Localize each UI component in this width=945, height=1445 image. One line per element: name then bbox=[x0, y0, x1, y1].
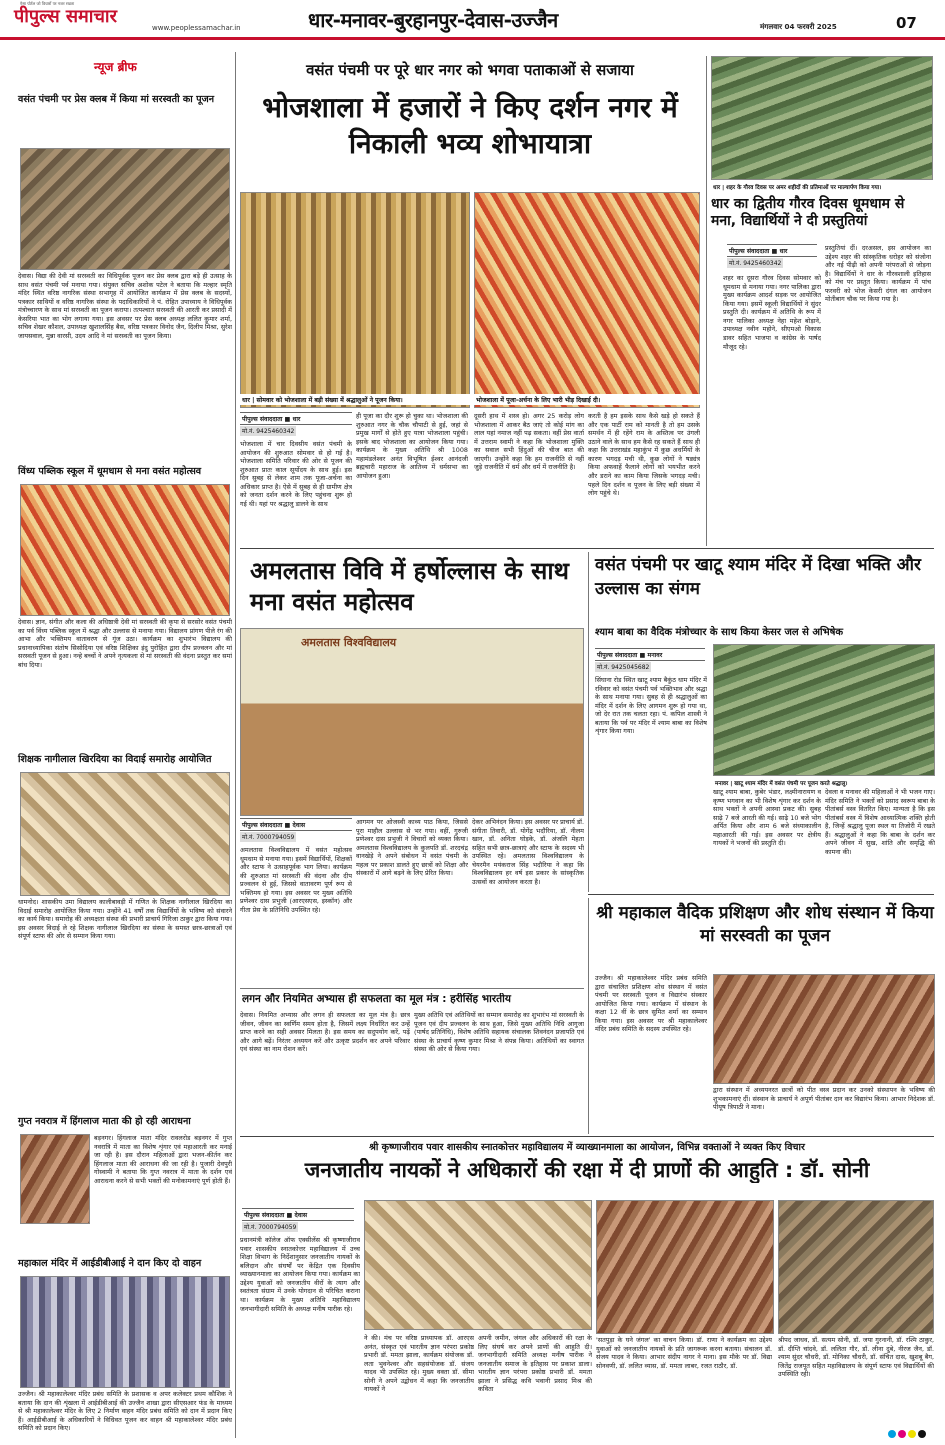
mahakal-headline: श्री महाकाल वैदिक प्रशिक्षण और शोध संस्थान में किया मां सरस्वती का पूजन bbox=[596, 903, 934, 947]
soni-col-2: ने की। मंच पर वरिष्ठ प्राध्यापक डॉ. आरएस अनंत, संस्कृत एवं भारतीय ज्ञान परंपरा प्रकोष्ठ प्रभारी डॉ. ममता झाला, कार्यक्रम संयोजक डॉ. लता भुवनेश्वर और सहसंयोजक डॉ. संजय यादव भी उपस्थित रहे। मुख्य वक्ता डॉ. सीमा सोनी ने अपने उद्बोधन में कहा कि जनजातीय नायकों ने bbox=[364, 1334, 474, 1394]
gaurav-story bbox=[706, 56, 934, 546]
registration-mark-magenta bbox=[898, 1430, 906, 1438]
khatu-col-1: सिंघाना रोड स्थित खाटू श्याम बैकुंठ धाम मंदिर में रविवार को वसंत पंचमी पर्व भक्तिभाव और श्रद्धा के साथ मनाया गया। सुबह से ही श्रद्धालुओं का मंदिर में दर्शन के लिए आगमन शुरू हो गया था, जो देर रात तक चलता रहा। पं. कपिल शास्त्री ने बताया कि पर्व पर मंदिर में श्याम बाबा का विशेष शृंगार किया गया। bbox=[595, 676, 707, 736]
harisingh-col-2: मुख्य अतिथि एवं अतिथियों का सम्मान समारोह का शुभारंभ मां सरस्वती के पूजन एवं दीप प्रज्वलन के साथ हुआ, जिसे मुख्य अतिथि निधि आगुजा (पार्षद प्रतिनिधि), विशेष अतिथि सहायक संचालक शिवनंदन प्रजापति एवं संस्था के प्राचार्य कृष्ण कुमार मिश्रा ने संपन्न किया। अतिथियों का स्वागत संस्था की ओर से किया गया। bbox=[414, 1011, 584, 1054]
sidebar-photo-3 bbox=[20, 772, 230, 896]
lead-col-2: ही पूजा का दौर शुरू हो चुका था। भोजशाला की शुरुआत नगर के चौक चौपाटी से हुई, जहां से प्रमुख मार्गों से होते हुए यात्रा भोजशाला पहुंची। इसके बाद भोजशाला का आयोजन किया गया। कार्यक्रम के मुख्य अतिथि श्री 1008 महामंडलेश्वर अनंत विभूषित ईश्वर आनंदजी ब्रह्मचारी महाराज के आतिथ्य में धर्मसभा का आयोजन हुआ। bbox=[356, 412, 468, 481]
soni-photo-3 bbox=[778, 1200, 934, 1334]
gaurav-col-1: शहर का दूसरा गौरव दिवस सोमवार को धूमधाम से मनाया गया। नगर पालिका द्वारा मुख्य कार्यक्रम आदर्श सड़क पर आयोजित किया गया। इसमें स्कूली विद्यार्थियों ने सुंदर प्रस्तुति दी। कार्यक्रम में अतिथि के रूप में नगर पालिका अध्यक्ष नेहा महेश बोड़ाने, उपाध्यक्ष नवीन महोने, सीएमओ विकास डावर सहित भाजपा व कांग्रेस के पार्षद मौजूद रहे। bbox=[723, 274, 821, 351]
amaltas-photo bbox=[240, 628, 584, 816]
sidebar-headline-5: महाकाल मंदिर में आईडीबीआई ने दान किए दो वाहन bbox=[18, 1258, 202, 1269]
news-brief-label: न्यूज ब्रीफ bbox=[94, 60, 137, 74]
sidebar-body-2: देवास। ज्ञान, संगीत और कला की अधिष्ठात्री देवी मां सरस्वती की कृपा से सरसोर वसंत पंचमी का पर्व विंध्य पब्लिक स्कूल में श्रद्धा और उल्लास से मनाया गया। विद्यालय प्रांगण पीले रंग की आभा और भक्तिमय वातावरण से गूंज उठा। कार्यक्रम का शुभारंभ विद्यालय की प्रधानाध्यापिका संतोष सिसोदिया एवं वरिष्ठ शिक्षिका इंदु पुरोहित द्वारा दीप प्रज्वलन और मां सरस्वती पूजन से हुआ। नन्हे बच्चों ने अपने नृत्यकला से मां सरस्वती की वंदना प्रस्तुत कर समां बांध दिया। bbox=[18, 618, 232, 669]
sidebar-body-4: बड़नगर। हिंगलाज माता मंदिर रावलरोड बड़नगर में गुप्त नवरात्रि में माता का विशेष शृंगार एवं महाआरती कर मनाई जा रही है। इस दौरान महिलाओं द्वारा भजन-कीर्तन कर हिंगलाज माता की आराधना की जा रही है। पुजारी देवपुरी गोस्वामी ने बताया कि गुप्त नवरात्र में माता के दर्शन एवं आराधना करने से सभी भक्तों की मनोकामनाएं पूर्ण होती हैं। bbox=[94, 1134, 232, 1185]
lead-photo-2-caption: भोजशाला में पूजा-अर्चना के लिए भारी भीड़ दिखाई दी। bbox=[474, 394, 700, 405]
khatu-subhead: श्याम बाबा का वैदिक मंत्रोच्चार के साथ किया केसर जल से अभिषेक bbox=[595, 627, 844, 638]
sidebar-headline-3: शिक्षक नागीलाल खिरदिया का विदाई समारोह आयोजित bbox=[18, 754, 212, 765]
gaurav-mobile: मो.नं. 9425460342 bbox=[729, 260, 782, 267]
gaurav-col-2: प्रस्तुतियां दीं। दरअसल, इस आयोजन का उद्देश्य शहर की सांस्कृतिक धरोहर को संजोना और नई पीढ़ी को अपनी परंपराओं से जोड़ना है। विद्यार्थियों ने धार के गौरवशाली इतिहास को मंच पर प्रस्तुत किया। कार्यक्रम में पांच फरवरी को भोज केसरी दंगल का आयोजन मोतीबाग चौक पर किया गया है। bbox=[825, 244, 931, 304]
gaurav-headline: धार का द्वितीय गौरव दिवस धूमधाम से मना, विद्यार्थियों ने दी प्रस्तुतियां bbox=[711, 196, 905, 229]
registration-mark-cyan bbox=[888, 1430, 896, 1438]
amaltas-col-3: देकर अभिनंदन किया। इस अवसर पर प्राचार्य डॉ. संगीता तिवारी, डॉ. योगेंद्र भदौरिया, डॉ. नीलम खान, डॉ. अनिता घोड़के, डॉ. अंजलि मेहता सहित सभी छात्र-छात्राएं और स्टाफ के सदस्य भी उपस्थित रहे। अमलतास विश्वविद्यालय के चेयरमैन मयंकराज सिंह भदौरिया ने कहा कि विश्वविद्यालय हर वर्ष इस प्रकार के सांस्कृतिक उत्सवों का आयोजन करता है। bbox=[472, 818, 584, 887]
soni-photo-1 bbox=[364, 1200, 592, 1330]
soni-mobile: मो.नं. 7000794059 bbox=[244, 1224, 297, 1231]
mahakal-photo bbox=[713, 974, 935, 1084]
lead-col-3: दूसरी हाथ में शस्त्र हो। अगर 25 करोड़ लोग भोजशाला में आकर बैठ जाएं तो कोई मांग का लाल यहां नमाज नहीं पढ़ सकता। वहीं प्रेस वार्ता में उत्तराम स्वामी ने कहा कि भोजशाला मुक्ति का सवाल सभी हिंदुओं की चीज बात की जाएगी। उन्होंने कहा कि हम राजनीति से नहीं जुड़े राजनीति में धर्म और धर्म में राजनीति है। bbox=[474, 412, 584, 472]
amaltas-story bbox=[240, 552, 584, 986]
masthead bbox=[0, 0, 945, 40]
sidebar-photo-5 bbox=[20, 1276, 230, 1388]
sidebar-photo-2 bbox=[20, 484, 230, 616]
masthead-website[interactable]: www.peoplessamachar.in bbox=[152, 24, 241, 32]
sidebar-body-5: उज्जैन। श्री महाकालेश्वर मंदिर प्रबंध समिति के प्रशासक व अपर कलेक्टर प्रथम कौशिक ने बताया कि दान की शृंखला में आईडीबीआई की उज्जैन शाखा द्वारा सीएसआर फंड के माध्यम से श्री महाकालेश्वर मंदिर के लिए 2 निर्माण वाहन मंदिर प्रबंध समिति को दान में प्रदान किए हैं। आईडीबीआई के अधिकारियों ने विधिवत पूजन कर वाहन श्री महाकालेश्वर मंदिर प्रबंध समिति को प्रदान किए। bbox=[18, 1390, 232, 1433]
lead-col-4: करती है हम इसके साथ कैसे खड़े हो सकते हैं और एक पार्टी राम को मानती है तो हम उसके समर्थन में ही रहेंगे राम के अस्तित्व पर उंगली उठाने वाले के साथ हम कैसे रह सकते हैं साथ ही कहा कि उत्तराखंड महाकुंभ में कुछ अधर्मियों के कारण भगदड़ मची थी, कुछ लोगों ने षड्यंत्र किया अफवाहें फैलाने लोगों को भयभीत करने और डराने का काम किया जिसके भगदड़ मची। पहले दिन दर्शन व पूजन के लिए बड़ी संख्या में लोग पहुंचे थे। bbox=[588, 412, 700, 498]
amaltas-col-2: आगमन पर ओजस्वी काव्य पाठ किया, जिससे पूरा माहौल उल्लास से भर गया। वहीं, गुरुजी प्रणेश्वर दास प्रभुजी ने विचारों को व्यक्त किया। अमलतास विश्वविद्यालय के कुलपति डॉ. शरदचंद्र वानखेड़े ने अपने संबोधन में वसंत पंचमी के महत्व पर प्रकाश डालते हुए छात्रों को शिक्षा और संस्कारों में आगे बढ़ने के लिए प्रेरित किया। bbox=[356, 818, 468, 878]
lead-headline: भोजशाला में हजारों ने किए दर्शन नगर में निकाली भव्य शोभायात्रा bbox=[262, 91, 678, 160]
khatu-photo bbox=[713, 644, 935, 776]
harisingh-headline: लगन और नियमित अभ्यास ही सफलता का मूल मंत्र : हरीसिंह भारतीय bbox=[242, 993, 511, 1005]
masthead-tagline: ऐसा पोर्टल जो विचारों पर नजर रखता bbox=[20, 1, 75, 6]
page-number: 07 bbox=[896, 14, 917, 32]
harisingh-col-1: देवास। नियमित अभ्यास और लगन ही सफलता का मूल मंत्र है। छात्र जीवन, जीवन का स्वर्णिम समय होता है, जिसमें लक्ष्य निर्धारित कर उन्हें प्राप्त करने का सही अवसर मिलता है। इस समय का सदुपयोग करें, पढ़ें और आगे बढ़ें। निरंतर अध्ययन करें और उत्कृष्ट प्रदर्शन कर अपने परिवार एवं संस्था का नाम रोशन करें। bbox=[240, 1011, 410, 1054]
amaltas-headline: अमलतास विवि में हर्षोल्लास के साथ मना वसंत महोत्सव bbox=[250, 557, 569, 617]
lead-col-1: भोजशाला में चार दिवसीय वसंत पंचमी के आयोजन की शुरुआत सोमवार से हो गई है। भोजशाला समिति परिवार की ओर से पूजन की शुरुआत प्रातः काल सूर्योदय के साथ हुई। इस दिन सुबह से लेकर शाम तक पूजा-अर्चना का अधिकार प्राप्त है। ऐसे में सुबह से ही ग्रामीण क्षेत्र को जनता दर्शन करने के लिए पहुंचना शुरू हो गई थी। यहां पर श्रद्धालु डालने के साथ bbox=[240, 440, 352, 509]
gaurav-photo bbox=[711, 56, 933, 180]
sidebar-body-1: देवास। विद्या की देवी मां सरस्वती का विधिपूर्वक पूजन कर प्रेस क्लब द्वारा बड़े ही उत्साह के साथ वसंत पंचमी पर्व मनाया गया। संयुक्त सचिव अशोक पटेल ने बताया कि मल्हार स्मृति मंदिर स्थित वरिष्ठ नागरिक संस्था सभागृह में आयोजित कार्यक्रम में प्रेस क्लब के सदस्यों, पत्रकार साथियों व वरिष्ठ नागरिक संस्था के पदाधिकारियों ने पं. रोहित उपाध्याय ने विधिपूर्वक मंत्रोच्चारण के साथ मां सरस्वती का पूजन कराया। तत्पश्चात सरस्वती की आरती कर प्रसादी में केसरिया भात का भोग लगाया गया। इस अवसर पर प्रेस क्लब अध्यक्ष ललित कुमार शर्मा, सचिव शेखर कौशल, उपाध्यक्ष खुशालसिंह बैस, वरिष्ठ पत्रकार विनोद जैन, दिलीप मिश्रा, सुरेश जायसवाल, मुन्ना वारसी, उदय आदि ने मां सरस्वती का पूजन किया। bbox=[18, 272, 232, 341]
soni-byline: पीपुल्स संवाददाता ■ देवास bbox=[242, 1208, 354, 1221]
amaltas-byline: पीपुल्स संवाददाता ■ देवास bbox=[240, 818, 352, 831]
lead-photo-1 bbox=[240, 192, 470, 408]
soni-kicker: श्री कृष्णाजीराव पवार शासकीय स्नातकोत्तर महाविद्यालय में व्याख्यानमाला का आयोजन, विभिन्न वक्ताओं ने व्यक्त किए विचार bbox=[369, 1142, 805, 1153]
soni-col-4: 'सतपुड़ा के घने जंगल' का वाचन किया। डॉ. राणा ने कार्यक्रम का उद्देश्य युवाओं को जनजातीय नायकों के प्रति जागरूक करना बताया। संचालन डॉ. संजय यादव ने किया। आभार संदीप नागर ने माना। इस मौके पर डॉ. विद्या सोनवणी, डॉ. ललित व्यास, डॉ. ममता लाबर, रजत राठौर, डॉ. bbox=[596, 1336, 772, 1370]
masthead-title: धार-मनावर-बुरहानपुर-देवास-उज्जैन bbox=[308, 8, 558, 32]
soni-col-1: प्रधानमंत्री कॉलेज ऑफ एक्सीलेंस श्री कृष्णाजीराव पवार शासकीय स्नातकोत्तर महाविद्यालय में उच्च शिक्षा विभाग के निर्देशानुसार जनजातीय नायकों के बलिदान और संघर्षों पर केंद्रित एक दिवसीय व्याख्यानमाला का आयोजन किया गया। कार्यक्रम का उद्देश्य युवाओं को जनजातीय वीरों के त्याग और स्वतंत्रता संग्राम में उनके योगदान से परिचित कराना था। कार्यक्रम के मुख्य अतिथि महाविद्यालय जनभागीदारी समिति के अध्यक्ष मनीष पारीक रहे। bbox=[240, 1236, 360, 1313]
lead-mobile: मो.नं. 9425460342 bbox=[242, 428, 295, 435]
sidebar-headline-4: गुप्त नवरात्र में हिंगलाज माता की हो रही आराधना bbox=[18, 1116, 191, 1127]
amaltas-mobile: मो.नं. 7000794059 bbox=[242, 834, 295, 841]
lead-photo-2 bbox=[474, 192, 700, 408]
lead-story bbox=[240, 52, 700, 546]
amaltas-photo-banner: अमलतास विश्वविद्यालय bbox=[301, 636, 397, 649]
khatu-headline: वसंत पंचमी पर खाटू श्याम मंदिर में दिखा भक्ति और उल्लास का संगम bbox=[595, 555, 922, 599]
registration-mark-yellow bbox=[908, 1430, 916, 1438]
khatu-mobile: मो.नं. 9425045682 bbox=[597, 664, 650, 671]
masthead-date: मंगलवार 04 फरवरी 2025 bbox=[760, 22, 837, 31]
khatu-caption: मनावर | खाटू श्याम मंदिर में वसंत पंचमी पर पूजन करते श्रद्धालु। bbox=[713, 778, 935, 788]
gaurav-caption: धार | शहर के गौरव दिवस पर अमर शहीदों की प्रतिमाओं पर माल्यार्पण किया गया। bbox=[711, 182, 933, 192]
mahakal-story bbox=[588, 898, 934, 1134]
khatu-story bbox=[588, 552, 934, 892]
khatu-col-3: देवला व मनावर की महिलाओं ने भी भजन गाए। मंदिर समिति ने भक्तों को प्रसाद स्वरूप बाबा के पीतांबर्स वस्त्र वितरित किए। मान्यता है कि इस पीतांबर्स वस्त्र में विशेष आध्यात्मिक शक्ति होती है, जिन्हें श्रद्धालु पूजा स्थल या तिजोरी में रखते हैं। श्रद्धालुओं ने कहा कि बाबा के दर्शन कर अपने जीवन में सुख, शांति और समृद्धि की कामना की। bbox=[825, 788, 935, 857]
sidebar-headline-1: वसंत पंचमी पर प्रेस क्लब में किया मां सरस्वती का पूजन bbox=[18, 94, 215, 105]
mahakal-col-2: द्वारा संस्थान में अध्ययनरत छात्रों को पीत वस्त्र प्रदान कर उनको संस्थापन के भविष्य की शुभकामनाएं दीं। संस्थान के प्राचार्य ने अपूर्ण पीतांबर दान कर विद्यारंभ किया। आभार निदेशक डॉ. पीयूष त्रिपाठी ने माना। bbox=[713, 1086, 935, 1112]
sidebar-photo-4 bbox=[20, 1134, 90, 1224]
harisingh-story bbox=[240, 988, 584, 1134]
khatu-byline: पीपुल्स संवाददाता ■ मनावर bbox=[595, 648, 705, 661]
sidebar-headline-2: विंध्य पब्लिक स्कूल में धूमधाम से मना वसंत महोत्सव bbox=[18, 466, 202, 477]
mahakal-col-1: उज्जैन। श्री महाकालेश्वर मंदिर प्रबंध समिति द्वारा संचालित प्रशिक्षण शोध संस्थान में वसंत पंचमी पर सरस्वती पूजन व विद्यारंभ संस्कार आयोजित किया गया। कार्यक्रम में संस्थान के कक्षा 12 वीं के छात्र सुमित शर्मा का सम्मान किया गया। इस अवसर पर श्री महाकालेश्वर मंदिर प्रबंध समिति के सदस्य उपस्थित रहे। bbox=[595, 974, 707, 1034]
soni-photo-2 bbox=[596, 1200, 774, 1334]
amaltas-col-1: अमलतास विश्वविद्यालय में वसंत महोत्सव धूमधाम से मनाया गया। इसमें विद्यार्थियों, शिक्षकों और स्टाफ ने उत्साहपूर्वक भाग लिया। कार्यक्रम की शुरुआत मां सरस्वती की वंदना और दीप प्रज्वलन से हुई, जिससे वातावरण पूर्ण रूप से भक्तिमय हो गया। इस अवसर पर मुख्य अतिथि प्रणेश्वर दास प्रभुजी (आरएसएस, इस्कॉन) और गीता प्रेस के प्रतिनिधि उपस्थित रहे। bbox=[240, 846, 352, 915]
news-brief-sidebar bbox=[14, 52, 236, 1438]
khatu-col-2: खाटू श्याम बाबा, कुबेर भंडार, लक्ष्मीनारायण व कृष्ण भगवान का भी विशेष शृंगार कर दर्शन के साथ भक्तों ने अपनी आस्था प्रकट की। सुबह साढ़े 7 बजे आरती की गई। साढ़े 10 बजे भोग अर्पित किया और शाम 6 बजे संध्याकालीन महाआरती की गई। इस अवसर पर क्षेत्रीय गायकों ने भजनों की प्रस्तुति दी। bbox=[713, 788, 821, 848]
gaurav-byline: पीपुल्स संवाददाता ■ धार bbox=[727, 244, 817, 257]
soni-col-3: अपनी जमीन, जंगल और अधिकारों की रक्षा के लिए संघर्ष कर अपने प्राणों की आहुति दी। जनभागीदारी समिति अध्यक्ष मनीष पारीक ने जनजातीय समाज के इतिहास पर प्रकाश डाला। भारतीय ज्ञान परंपरा प्रकोष्ठ प्रभारी डॉ. ममता झाला ने प्रसिद्ध कवि भवानी प्रसाद मिश्र की कविता bbox=[478, 1334, 592, 1394]
lead-byline: पीपुल्स संवाददाता ■ धार bbox=[240, 412, 352, 425]
soni-col-5: श्रीपद जाधव, डॉ. सत्यम सोनी, डॉ. जया गुरनानी, डॉ. रश्मि ठाकुर, डॉ. दीप्ति चांदवे, डॉ. ललिता गौर, डॉ. लीना दुबे, नीरज जैन, डॉ. श्याम सुंदर चौधरी, डॉ. मोनिका चौधरी, डॉ. संचित दास, खुशबू बैग, जितेंद्र राजपूत सहित महाविद्यालय के संपूर्ण स्टाफ एवं विद्यार्थियों की उपस्थिति रही। bbox=[778, 1336, 934, 1379]
soni-headline: जनजातीय नायकों ने अधिकारों की रक्षा में दी प्राणों की आहुति : डॉ. सोनी bbox=[304, 1158, 870, 1182]
sidebar-photo-1 bbox=[20, 148, 230, 270]
lead-photo-1-caption: धार | सोमवार को भोजशाला में बड़ी संख्या में श्रद्धालुओं ने पूजन किया। bbox=[240, 394, 470, 405]
masthead-logo: पीपुल्स समाचार bbox=[14, 6, 117, 27]
sidebar-body-3: धामनोद। शासकीय उमा विद्यालय कालीबावड़ी में गणित के शिक्षक नागीलाल खिरदिया का विदाई समारोह आयोजित किया गया। उन्होंने 41 वर्षों तक विद्यार्थियों के भविष्य को संवारने का कार्य किया। समारोह की अध्यक्षता संस्था की प्रभारी प्राचार्य गिरिजा ठाकुर द्वारा किया गया। इस अवसर विदाई ले रहे शिक्षक नागीलाल खिरदिया का संस्था के समस्त छात्र-छात्राओं एवं संपूर्ण स्टाफ की ओर से सम्मान किया गया। bbox=[18, 898, 232, 941]
registration-mark-black bbox=[918, 1430, 926, 1438]
soni-story bbox=[240, 1138, 934, 1438]
lead-kicker: वसंत पंचमी पर पूरे धार नगर को भगवा पताकाओं से सजाया bbox=[306, 61, 634, 79]
